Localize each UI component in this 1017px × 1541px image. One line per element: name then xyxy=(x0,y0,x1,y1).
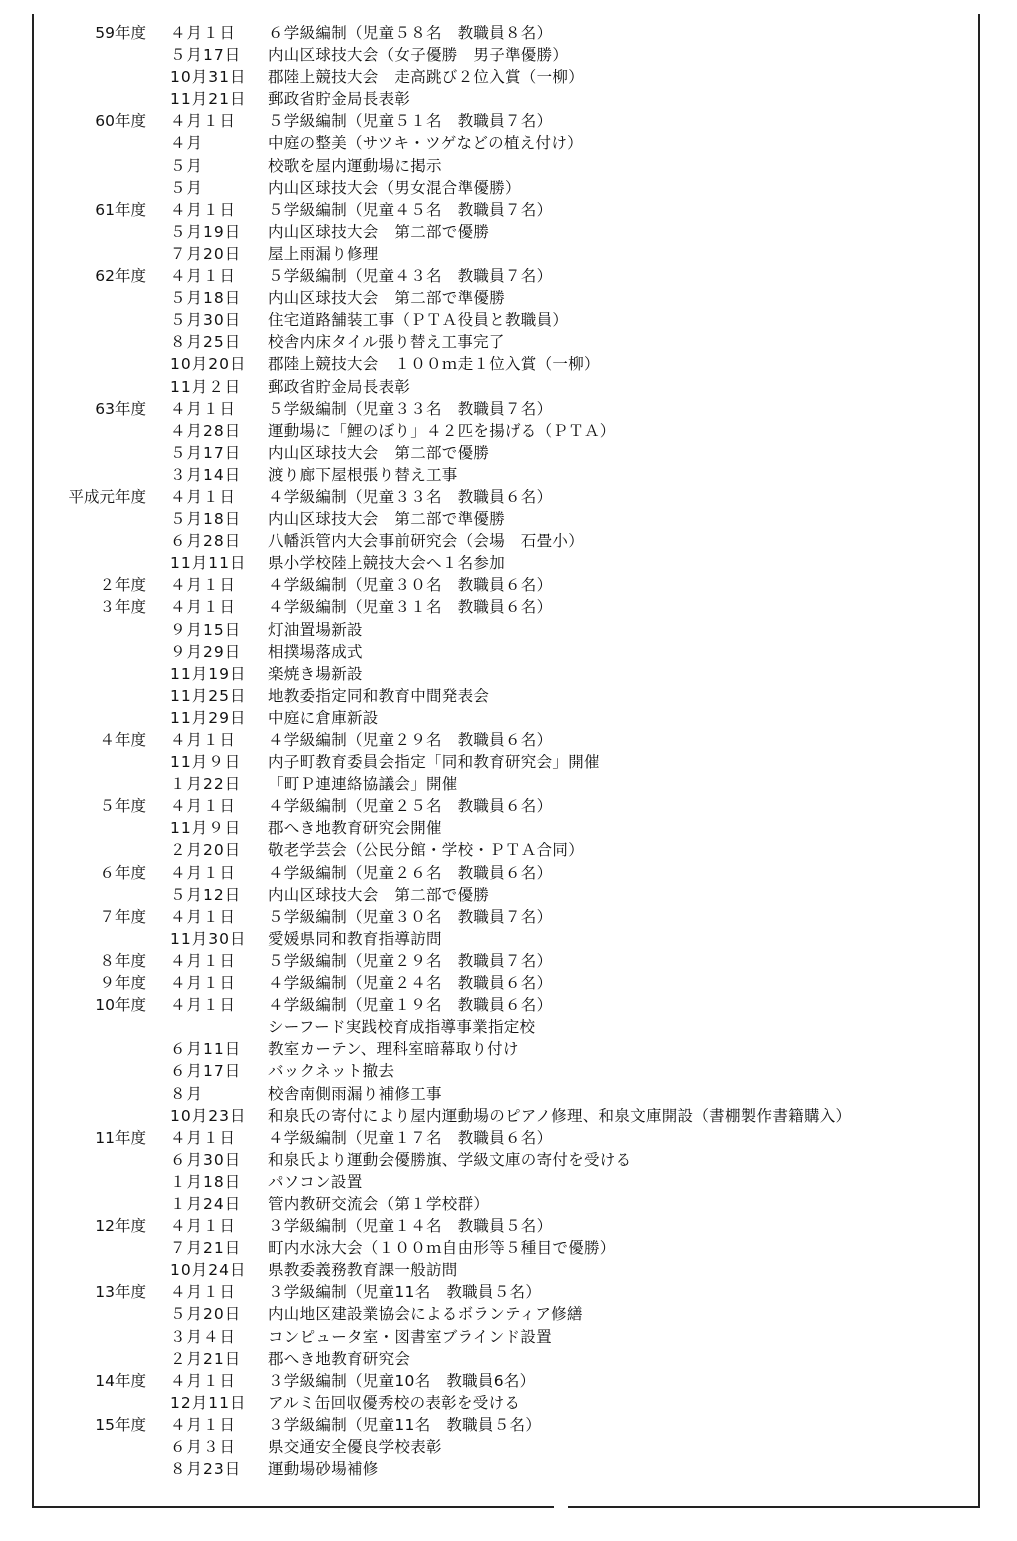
history-entry xyxy=(34,1038,974,1060)
history-entry xyxy=(34,66,974,88)
entry-date: ８月25日 xyxy=(170,333,242,352)
entry-year: ２年度 xyxy=(99,576,146,595)
history-entry xyxy=(34,950,974,972)
entry-text: 愛媛県同和教育指導訪問 xyxy=(268,929,442,948)
entry-date: ７月20日 xyxy=(170,244,242,263)
entry-date: ５月30日 xyxy=(170,311,242,330)
history-entry xyxy=(34,265,974,287)
entry-date: ５月19日 xyxy=(170,222,242,241)
entry-date: ４月１日 xyxy=(170,1217,237,1236)
entry-text: 内山地区建設業協会によるボランティア修繕 xyxy=(268,1305,583,1324)
entry-text: 運動場砂場補修 xyxy=(268,1460,379,1479)
entry-text: 中庭の整美（サツキ・ツゲなどの植え付け） xyxy=(268,134,583,153)
entry-date: ４月１日 xyxy=(170,974,237,993)
border-gap xyxy=(554,1505,568,1509)
entry-text: ４学級編制（児童２４名 教職員６名） xyxy=(268,974,553,993)
entry-text: 内山区球技大会 第二部で優勝 xyxy=(268,222,490,241)
history-entry xyxy=(34,1105,974,1127)
entry-text: 和泉氏の寄付により屋内運動場のピアノ修理、和泉文庫開設（書棚製作書籍購入） xyxy=(268,1106,852,1125)
history-entry xyxy=(34,795,974,817)
history-entry xyxy=(34,110,974,132)
entry-text: ４学級編制（児童２６名 教職員６名） xyxy=(268,863,553,882)
entry-text: 内山区球技大会（男女混合準優勝） xyxy=(268,178,521,197)
entry-text: 相撲場落成式 xyxy=(268,642,363,661)
entry-text: ５学級編制（児童４５名 教職員７名） xyxy=(268,200,553,219)
entry-text: 内子町教育委員会指定「同和教育研究会」開催 xyxy=(268,753,600,772)
history-entry xyxy=(34,88,974,110)
entry-date: 10月31日 xyxy=(170,68,247,87)
entry-text: 郵政省貯金局長表彰 xyxy=(268,377,411,396)
entry-text: ５学級編制（児童２９名 教職員７名） xyxy=(268,951,553,970)
entry-date: ６月３日 xyxy=(170,1438,237,1456)
history-entry xyxy=(34,1436,974,1458)
entry-date: 11月９日 xyxy=(170,819,242,838)
entry-date: ５月17日 xyxy=(170,46,242,65)
history-entry xyxy=(34,972,974,994)
history-entry xyxy=(34,442,974,464)
entry-text: 和泉氏より運動会優勝旗、学級文庫の寄付を受ける xyxy=(268,1150,632,1169)
history-entry xyxy=(34,1414,974,1436)
entry-year: 60年度 xyxy=(95,112,146,131)
entry-date: ４月１日 xyxy=(170,797,237,816)
entry-date: ４月１日 xyxy=(170,24,237,42)
entry-date: ４月１日 xyxy=(170,576,237,595)
entry-year: 59年度 xyxy=(95,24,146,42)
entry-date: ５月18日 xyxy=(170,289,242,308)
entry-text: ４学級編制（児童１７名 教職員６名） xyxy=(268,1128,553,1147)
entry-text: 郡陸上競技大会 走高跳び２位入賞（一柳） xyxy=(268,68,585,87)
entry-date: 11月９日 xyxy=(170,753,242,772)
entry-date: 11月29日 xyxy=(170,708,247,727)
entry-text: ４学級編制（児童２９名 教職員６名） xyxy=(268,731,553,749)
entry-date: ５月20日 xyxy=(170,1305,242,1324)
entry-date: 11月19日 xyxy=(170,664,247,683)
entry-text: 郡陸上競技大会 １００ｍ走１位入賞（一柳） xyxy=(268,355,600,374)
history-entry xyxy=(34,199,974,221)
history-entry xyxy=(34,1127,974,1149)
history-entry xyxy=(34,574,974,596)
entry-text: 郡へき地教育研究会開催 xyxy=(268,819,442,838)
entry-date: ６月30日 xyxy=(170,1150,242,1169)
entry-date: 10月24日 xyxy=(170,1261,247,1280)
entry-text: アルミ缶回収優秀校の表彰を受ける xyxy=(268,1393,521,1412)
entry-text: ５学級編制（児童３０名 教職員７名） xyxy=(268,907,553,926)
history-entry xyxy=(34,707,974,729)
entry-text: 八幡浜管内大会事前研究会（会場 石畳小） xyxy=(268,532,585,551)
history-entry xyxy=(34,817,974,839)
entry-year: 11年度 xyxy=(95,1128,146,1147)
entry-date: ４月１日 xyxy=(170,487,237,506)
entry-date: ４月１日 xyxy=(170,1371,237,1390)
entry-text: ３学級編制（児童11名 教職員５名） xyxy=(268,1415,542,1434)
entry-text: 教室カーテン、理科室暗幕取り付け xyxy=(268,1040,519,1059)
history-entry xyxy=(34,928,974,950)
entry-date: 10月23日 xyxy=(170,1106,247,1125)
entry-text: ３学級編制（児童11名 教職員５名） xyxy=(268,1283,542,1302)
entry-text: ４学級編制（児童３０名 教職員６名） xyxy=(268,576,553,595)
entry-text: 校舎南側雨漏り補修工事 xyxy=(268,1084,442,1103)
entry-date: ８月 xyxy=(170,1084,204,1103)
history-entry xyxy=(34,464,974,486)
history-entry xyxy=(34,1281,974,1303)
entry-year: 61年度 xyxy=(95,200,146,219)
entry-date: ６月28日 xyxy=(170,532,242,551)
entry-year: ８年度 xyxy=(99,951,146,970)
entry-text: 内山区球技大会 第二部で準優勝 xyxy=(268,510,506,529)
history-entry xyxy=(34,729,974,751)
history-entry xyxy=(34,1259,974,1281)
entry-text: 郵政省貯金局長表彰 xyxy=(268,90,411,109)
entry-text: ５学級編制（児童３３名 教職員７名） xyxy=(268,399,553,418)
entry-date: ４月１日 xyxy=(170,731,237,749)
history-entry xyxy=(34,663,974,685)
history-entry xyxy=(34,1083,974,1105)
entry-date: ６月17日 xyxy=(170,1062,242,1081)
history-entry xyxy=(34,287,974,309)
entry-date: 11月21日 xyxy=(170,90,247,109)
entry-date: ４月28日 xyxy=(170,421,242,440)
history-entry xyxy=(34,751,974,773)
entry-year: 15年度 xyxy=(95,1415,146,1434)
history-entry xyxy=(34,1193,974,1215)
history-entry xyxy=(34,596,974,618)
entry-date: ４月１日 xyxy=(170,907,237,926)
history-entry xyxy=(34,221,974,243)
history-entry xyxy=(34,1392,974,1414)
entry-text: 内山区球技大会 第二部で優勝 xyxy=(268,443,490,462)
entry-text: 校歌を屋内運動場に掲示 xyxy=(268,156,442,175)
history-entry xyxy=(34,641,974,663)
entry-text: 県教委義務教育課一般訪問 xyxy=(268,1261,458,1280)
entry-text: ４学級編制（児童３３名 教職員６名） xyxy=(268,487,553,506)
entry-date: 10月20日 xyxy=(170,355,247,374)
history-entry xyxy=(34,132,974,154)
history-entry xyxy=(34,1303,974,1325)
history-entry xyxy=(34,839,974,861)
entry-date: ４月１日 xyxy=(170,399,237,418)
entry-date: ４月１日 xyxy=(170,1283,237,1302)
entry-text: 管内教研交流会（第１学校群） xyxy=(268,1194,490,1213)
history-entry xyxy=(34,44,974,66)
entry-text: ５学級編制（児童５１名 教職員７名） xyxy=(268,112,553,131)
history-entry xyxy=(34,508,974,530)
entry-date: ５月 xyxy=(170,156,204,175)
entry-text: 県小学校陸上競技大会へ１名参加 xyxy=(268,554,506,573)
history-entry xyxy=(34,884,974,906)
entry-text: 県交通安全優良学校表彰 xyxy=(268,1438,442,1456)
history-entry xyxy=(34,22,974,44)
entry-text: 敬老学芸会（公民分館・学校・ＰＴＡ合同） xyxy=(268,841,585,860)
history-entry xyxy=(34,1326,974,1348)
entry-date: １月22日 xyxy=(170,775,242,794)
history-entry xyxy=(34,1016,974,1038)
history-entry xyxy=(34,994,974,1016)
entry-date: ４月 xyxy=(170,134,204,153)
entry-text: 町内水泳大会（１００ｍ自由形等５種目で優勝） xyxy=(268,1239,616,1258)
entry-text: ６学級編制（児童５８名 教職員８名） xyxy=(268,24,553,42)
entry-text: ３学級編制（児童１４名 教職員５名） xyxy=(268,1217,553,1236)
history-entry xyxy=(34,862,974,884)
entry-text: ４学級編制（児童２５名 教職員６名） xyxy=(268,797,553,816)
entry-date: 11月11日 xyxy=(170,554,247,573)
entry-date: ４月１日 xyxy=(170,112,237,131)
entry-text: バックネット撤去 xyxy=(268,1062,395,1081)
history-entry xyxy=(34,552,974,574)
entry-text: 屋上雨漏り修理 xyxy=(268,244,379,263)
entry-year: 63年度 xyxy=(95,399,146,418)
history-list xyxy=(34,22,974,1480)
entry-text: 地教委指定同和教育中間発表会 xyxy=(268,686,490,705)
history-entry xyxy=(34,331,974,353)
entry-text: 住宅道路舗装工事（ＰＴＡ役員と教職員） xyxy=(268,311,569,330)
entry-date: 11月２日 xyxy=(170,377,242,396)
entry-text: 楽焼き場新設 xyxy=(268,664,363,683)
entry-year: ９年度 xyxy=(99,974,146,993)
history-entry xyxy=(34,1171,974,1193)
entry-text: パソコン設置 xyxy=(268,1172,363,1191)
entry-text: ４学級編制（児童１９名 教職員６名） xyxy=(268,996,553,1015)
history-entry xyxy=(34,906,974,928)
entry-date: 11月30日 xyxy=(170,929,247,948)
entry-date: ２月20日 xyxy=(170,841,242,860)
entry-date: 11月25日 xyxy=(170,686,247,705)
entry-text: シーフード実践校育成指導事業指定校 xyxy=(268,1018,536,1037)
entry-date: １月18日 xyxy=(170,1172,242,1191)
entry-year: ７年度 xyxy=(99,907,146,926)
entry-date: ４月１日 xyxy=(170,863,237,882)
entry-date: ２月21日 xyxy=(170,1349,242,1368)
entry-text: 内山区球技大会（女子優勝 男子準優勝） xyxy=(268,46,569,65)
entry-year: 62年度 xyxy=(95,267,146,286)
history-entry xyxy=(34,530,974,552)
entry-date: ７月21日 xyxy=(170,1239,242,1258)
entry-date: ４月１日 xyxy=(170,598,237,617)
entry-year: ４年度 xyxy=(99,731,146,749)
history-entry xyxy=(34,1149,974,1171)
history-entry xyxy=(34,1215,974,1237)
entry-text: 校舎内床タイル張り替え工事完了 xyxy=(268,333,505,352)
history-entry xyxy=(34,1237,974,1259)
entry-text: ４学級編制（児童３１名 教職員６名） xyxy=(268,598,553,617)
entry-date: 12月11日 xyxy=(170,1393,247,1412)
history-entry xyxy=(34,1458,974,1480)
history-entry xyxy=(34,243,974,265)
entry-date: １月24日 xyxy=(170,1194,242,1213)
entry-text: 郡へき地教育研究会 xyxy=(268,1349,411,1368)
entry-date: ５月17日 xyxy=(170,443,242,462)
history-entry xyxy=(34,486,974,508)
entry-date: ８月23日 xyxy=(170,1460,242,1479)
entry-year: 12年度 xyxy=(95,1217,146,1236)
entry-text: ３学級編制（児童10名 教職員6名） xyxy=(268,1371,536,1390)
entry-text: 灯油置場新設 xyxy=(268,620,363,639)
entry-year: 13年度 xyxy=(95,1283,146,1302)
entry-text: 内山区球技大会 第二部で準優勝 xyxy=(268,289,506,308)
entry-text: コンピュータ室・図書室ブラインド設置 xyxy=(268,1327,552,1346)
history-entry xyxy=(34,685,974,707)
entry-year: 10年度 xyxy=(95,996,146,1015)
history-entry xyxy=(34,1370,974,1392)
entry-date: ４月１日 xyxy=(170,267,237,286)
entry-text: 渡り廊下屋根張り替え工事 xyxy=(268,465,458,484)
entry-year: 14年度 xyxy=(95,1371,146,1390)
entry-date: ５月 xyxy=(170,178,204,197)
entry-date: ９月29日 xyxy=(170,642,242,661)
entry-text: 内山区球技大会 第二部で優勝 xyxy=(268,885,490,904)
entry-date: ４月１日 xyxy=(170,1415,237,1434)
history-entry xyxy=(34,420,974,442)
entry-year: ５年度 xyxy=(99,797,146,816)
entry-year: ３年度 xyxy=(99,598,146,617)
history-entry xyxy=(34,376,974,398)
entry-date: ３月14日 xyxy=(170,465,242,484)
entry-date: ６月11日 xyxy=(170,1040,242,1059)
entry-date: ４月１日 xyxy=(170,996,237,1015)
entry-text: 中庭に倉庫新設 xyxy=(268,708,379,727)
entry-text: 運動場に「鯉のぼり」４２匹を揚げる（ＰＴＡ） xyxy=(268,421,616,440)
history-entry xyxy=(34,309,974,331)
history-entry xyxy=(34,177,974,199)
entry-date: ３月４日 xyxy=(170,1327,237,1346)
entry-year: ６年度 xyxy=(99,863,146,882)
entry-date: ４月１日 xyxy=(170,1128,237,1147)
history-entry xyxy=(34,398,974,420)
entry-year: 平成元年度 xyxy=(68,487,146,506)
history-entry xyxy=(34,1060,974,1082)
entry-date: ４月１日 xyxy=(170,200,237,219)
entry-date: ５月12日 xyxy=(170,885,242,904)
entry-date: ４月１日 xyxy=(170,951,237,970)
entry-text: ５学級編制（児童４３名 教職員７名） xyxy=(268,267,553,286)
entry-text: 「町Ｐ連連絡協議会」開催 xyxy=(268,775,458,794)
history-entry xyxy=(34,773,974,795)
history-entry xyxy=(34,353,974,375)
history-entry xyxy=(34,619,974,641)
history-entry xyxy=(34,1348,974,1370)
history-entry xyxy=(34,155,974,177)
entry-date: ９月15日 xyxy=(170,620,242,639)
entry-date: ５月18日 xyxy=(170,510,242,529)
